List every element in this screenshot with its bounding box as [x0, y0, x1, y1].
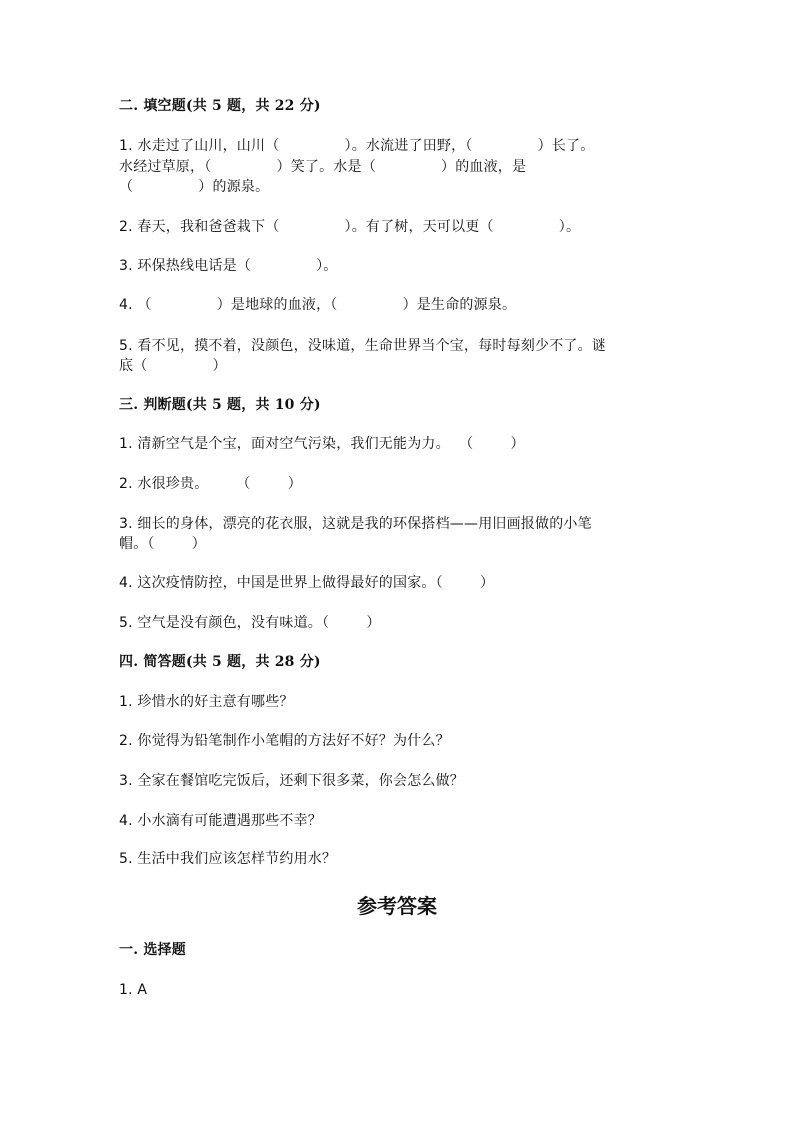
question-text: 4. 这次疫情防控，中国是世界上做得最好的国家。（ ）: [119, 575, 495, 591]
question-text: （ ）的源泉。: [119, 179, 270, 195]
question-text: 5. 空气是没有颜色，没有味道。（ ）: [119, 615, 381, 631]
section-heading-fill-blank: 二. 填空题(共 5 题，共 22 分): [119, 98, 321, 114]
question-text: 1. 水走过了山川，山川（ ）。水流进了田野，（ ）长了。: [119, 138, 595, 154]
section-heading-true-false: 三. 判断题(共 5 题，共 10 分): [119, 397, 321, 413]
question-text: 帽。（ ）: [119, 536, 207, 552]
question-text: 1. 清新空气是个宝，面对空气污染，我们无能为力。 （ ）: [119, 436, 525, 452]
question-text: 5. 生活中我们应该怎样节约用水？: [119, 851, 337, 867]
question-text: 2. 你觉得为铅笔制作小笔帽的方法好不好？为什么？: [119, 733, 450, 749]
answer-text: 1. A: [119, 982, 148, 998]
question-text: 2. 水很珍贵。 （ ）: [119, 476, 302, 492]
question-text: 3. 全家在餐馆吃完饭后，还剩下很多菜，你会怎么做？: [119, 773, 465, 789]
answer-key-title: 参考答案: [357, 894, 437, 918]
question-text: 1. 珍惜水的好主意有哪些？: [119, 694, 294, 710]
question-text: 3. 环保热线电话是（ ）。: [119, 258, 338, 274]
question-text: 4. （ ）是地球的血液，（ ）是生命的源泉。: [119, 297, 517, 313]
section-heading-multiple-choice: 一. 选择题: [119, 942, 186, 958]
question-text: 3. 细长的身体，漂亮的花衣服，这就是我的环保搭档——用旧画报做的小笔: [119, 516, 592, 532]
question-text: 底（ ）: [119, 358, 227, 374]
section-heading-short-answer: 四. 简答题(共 5 题，共 28 分): [119, 654, 321, 670]
question-text: 2. 春天，我和爸爸栽下（ ）。有了树，天可以更（ ）。: [119, 219, 581, 235]
question-text: 4. 小水滴有可能遭遇那些不幸？: [119, 813, 323, 829]
question-text: 5. 看不见，摸不着，没颜色，没味道，生命世界当个宝，每时每刻少不了。谜: [119, 338, 607, 354]
question-text: 水经过草原，（ ）笑了。水是（ ）的血液，是: [119, 159, 527, 175]
